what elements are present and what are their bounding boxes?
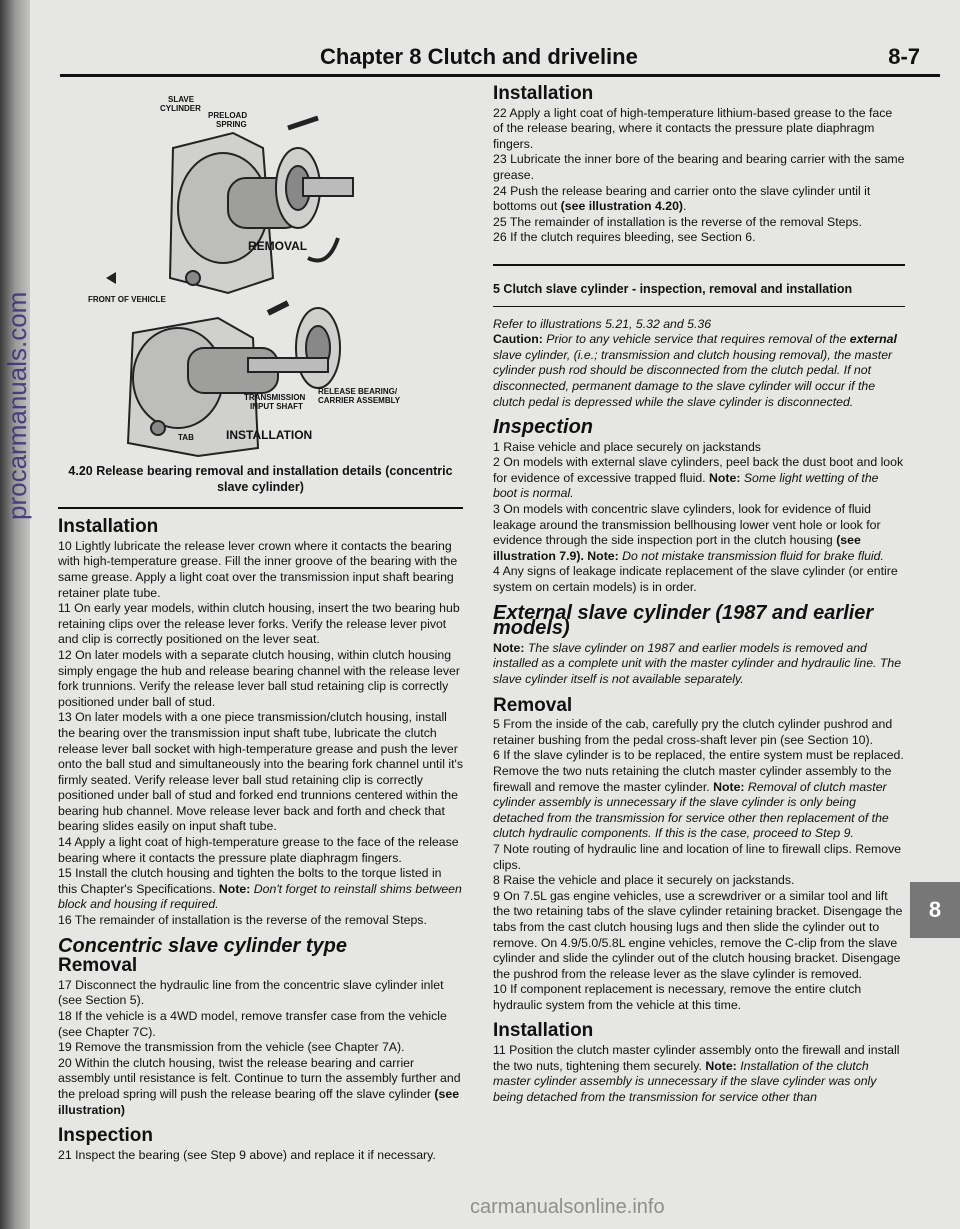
removal-drawing <box>170 118 353 293</box>
front-arrow-icon <box>106 272 116 284</box>
step-24-text: 24 Push the release bearing and carrier onto the slave cylinder until it bottoms out <box>493 183 871 214</box>
chapter-title: Chapter 8 Clutch and driveline <box>320 44 638 69</box>
book-spine <box>0 0 34 1229</box>
label-release-1: RELEASE BEARING/ <box>318 387 398 396</box>
header-rule <box>60 74 940 77</box>
step-1: 1 Raise vehicle and place securely on jackstands <box>493 439 761 454</box>
caution <box>493 332 905 410</box>
step-3-ref: (see illustration 7.9) <box>493 533 861 563</box>
heading-installation-right: Installation <box>493 83 594 104</box>
heading-removal-left: Removal <box>58 955 138 977</box>
label-front: FRONT OF VEHICLE <box>88 295 166 304</box>
step-18: 18 If the vehicle is a 4WD model, remove transfer case from the vehicle (see Chapter 7C). <box>58 1009 447 1039</box>
step-26: 26 If the clutch requires bleeding, see Section 6. <box>493 230 756 245</box>
external-note-label: Note: <box>493 640 528 655</box>
section-5-rule-top <box>493 264 905 266</box>
step-8: 8 Raise the vehicle and place it securely on jackstands. <box>493 873 795 888</box>
step-11-text: 11 Position the clutch master cylinder assembly onto the firewall and install the two nuts, tightening them securely. <box>493 1043 900 1073</box>
external-note <box>493 641 905 688</box>
step-11-note: Installation of the clutch master cylinder assembly is unnecessary if the slave cylinder was only being detached from the transmission for service other than <box>493 1058 877 1104</box>
left-column <box>58 78 463 1163</box>
caution-text-a: Prior to any vehicle service that requires removal of the <box>546 332 850 347</box>
step-23: 23 Lubricate the inner bore of the bearing and bearing carrier with the same grease. <box>493 152 905 182</box>
label-release-2: CARRIER ASSEMBLY <box>318 396 401 405</box>
watermark-left: procarmanuals.com <box>2 291 32 520</box>
step-2-text: 2 On models with external slave cylinders, peel back the dust boot and look for evidence of excessive trapped fluid. <box>493 455 904 485</box>
step-2 <box>493 455 905 502</box>
heading-removal-right: Removal <box>493 694 573 716</box>
step-22: 22 Apply a light coat of high-temperature lithium-based grease to the face of the release bearing, where it contacts the pressure plate diaphragm fingers. <box>493 105 893 151</box>
page-number: 8-7 <box>888 44 920 69</box>
heading-concentric: Concentric slave cylinder type <box>58 934 348 957</box>
caution-text-b: external <box>849 332 897 347</box>
step-13: 13 On later models with a one piece transmission/clutch housing, install the bearing over the transmission input shaft tube, lubricate the clutch release lever ball socket with high-temperature grease and push the lever onto the ball stud and simultaneously into the bearing fork channel until it's firmly seated. Verify release lever ball stud retaining clip is correctly positioned under ball of stud and forked end trunnions centered within the bearing hub channel. Move release lever back and forth and check that bearing slides easily on input shaft tube. <box>58 710 463 834</box>
step-6 <box>493 748 905 842</box>
step-3-note-label: . Note: <box>580 548 623 563</box>
step-11-right <box>493 1043 905 1105</box>
figure-caption: 4.20 Release bearing removal and installation details (concentric slave cylinder) <box>68 464 453 494</box>
label-slave-1: SLAVE <box>168 95 195 104</box>
section-5-rule-bottom <box>493 306 905 307</box>
chapter-tab: 8 <box>910 882 960 938</box>
step-24-ref: (see illustration 4.20) <box>560 199 683 214</box>
step-6-note: Removal of clutch master cylinder assembly is unnecessary if the slave cylinder is only being detached from the transmission for service other then replacement of the clutch hydraulic components. If this is the case, proceed to Step 9. <box>493 779 889 841</box>
label-trans-1: TRANSMISSION <box>244 393 306 402</box>
step-10: 10 Lightly lubricate the release lever crown where it contacts the bearing with high-temperature grease. Fill the inner groove of the bearing with the same grease. Apply a light coat over the transmission input shaft bearing retainer plate tube. <box>58 538 458 600</box>
step-24: 24 Push the release bearing and carrier onto the slave cylinder until it bottoms out (see illustration 4.20). <box>493 183 871 214</box>
step-7: 7 Note routing of hydraulic line and location of line to firewall clips. Remove clips. <box>493 841 902 872</box>
label-slave-2: CYLINDER <box>160 104 201 113</box>
step-20-text: 20 Within the clutch housing, twist the release bearing and carrier assembly until resistance is felt. Continue to turn the assembly further and the preload spring will push the release bearing off the slave cylinder <box>58 1055 461 1101</box>
step-2-note: Some light wetting of the boot is normal. <box>493 470 879 501</box>
step-14: 14 Apply a light coat of high-temperature grease to the face of the release bearing where it contacts the pressure plate diaphragm fingers. <box>58 835 459 865</box>
caution-text-c: slave cylinder, (i.e.; transmission and clutch housing removal), the master cylinder push rod should be disconnected from the clutch pedal. If not disconnected, permanent damage to the slave cylinder will occur if the clutch pedal is depressed while the slave cylinder is disconnected. <box>493 347 893 409</box>
heading-inspection-right: Inspection <box>493 416 594 439</box>
heading-inspection-left: Inspection <box>58 1125 154 1147</box>
step-15-text: 15 Install the clutch housing and tighten the bolts to the torque listed in this Chapter's Specifications. <box>58 866 442 896</box>
step-10-right: 10 If component replacement is necessary, remove the entire clutch hydraulic system from the vehicle at this time. <box>493 982 862 1012</box>
step-5: 5 From the inside of the cab, carefully pry the clutch cylinder pushrod and retainer bushing from the pedal cross-shaft lever pin (see Section 10). <box>493 717 893 747</box>
step-3-note: Do not mistake transmission fluid for brake fluid. <box>622 548 884 563</box>
step-19: 19 Remove the transmission from the vehicle (see Chapter 7A). <box>58 1040 405 1055</box>
label-removal: REMOVAL <box>248 239 308 253</box>
step-15 <box>58 866 463 913</box>
refer-illustrations: Refer to illustrations 5.21, 5.32 and 5.36 <box>493 316 712 331</box>
step-2-note-label: Note: <box>709 470 744 485</box>
label-preload-2: SPRING <box>216 120 247 129</box>
label-preload-1: PRELOAD <box>208 111 248 120</box>
step-17: 17 Disconnect the hydraulic line from the concentric slave cylinder inlet (see Section 5). <box>58 977 444 1008</box>
step-21: 21 Inspect the bearing (see Step 9 above) and replace it if necessary. <box>58 1147 436 1162</box>
figure-4-20 <box>58 78 463 458</box>
step-16: 16 The remainder of installation is the reverse of the removal Steps. <box>58 913 427 928</box>
step-15-note: Don't forget to reinstall shims between block and housing if required. <box>58 881 462 912</box>
caption-rule <box>58 507 463 509</box>
step-6-note-label: Note: <box>713 779 748 794</box>
step-15-note-label: Note: <box>218 881 254 896</box>
label-trans-2: INPUT SHAFT <box>250 402 303 411</box>
step-3-text: 3 On models with concentric slave cylinders, look for evidence of fluid leakage around the transmission bellhousing lower vent hole or look for evidence through the side inspection port in the clutch housing <box>493 502 881 548</box>
external-note-text: The slave cylinder on 1987 and earlier models is removed and installed as a complete unit with the master cylinder and hydraulic line. The slave cylinder itself is not available separately. <box>493 640 902 686</box>
step-20-ref: (see illustration) <box>58 1086 460 1117</box>
step-9: 9 On 7.5L gas engine vehicles, use a screwdriver or a similar tool and lift the two retaining tabs of the slave cylinder retaining bracket. Disengage the tabs from the cast clutch housing lugs and then slide the cylinder out to remove. On 4.9/5.0/5.8L engine vehicles, remove the C-clip from the slave cylinder and slide the cylinder out of the clutch housing bracket. Disengage the pushrod from the release lever as the slave cylinder is removed. <box>493 888 903 981</box>
step-20 <box>58 1056 463 1118</box>
step-11: 11 On early year models, within clutch housing, insert the two bearing hub retaining clips over the release lever forks. Verify the release lever pivot and clip is correctly positioned on the lever seat. <box>58 601 460 647</box>
section-5-heading: 5 Clutch slave cylinder - inspection, removal and installation <box>493 281 853 296</box>
right-column <box>493 83 905 1105</box>
step-12: 12 On later models with a separate clutch housing, within clutch housing simply engage the hub and release bearing channel with the release lever fork trunnions. Verify the release lever ball stud retaining clip is correctly positioned under ball of stud. <box>58 647 460 709</box>
step-25: 25 The remainder of installation is the reverse of the removal Steps. <box>493 214 862 229</box>
step-3 <box>493 502 905 564</box>
heading-external: External slave cylinder (1987 and earlier models) <box>493 601 874 640</box>
caution-label: Caution: <box>493 332 547 347</box>
heading-installation-left: Installation <box>58 516 159 538</box>
label-tab: TAB <box>178 433 194 442</box>
step-6-text: 6 If the slave cylinder is to be replaced, the entire system must be replaced. Remove the two nuts retaining the clutch master cylinder assembly to the firewall and remove the master cylinder. <box>493 748 904 794</box>
label-installation: INSTALLATION <box>226 428 313 442</box>
step-11-note-label: Note: <box>705 1058 741 1073</box>
heading-installation-right-2: Installation <box>493 1020 594 1042</box>
step-4: 4 Any signs of leakage indicate replacement of the slave cylinder (or entire system on certain models) is in order. <box>493 564 898 595</box>
watermark-bottom: carmanualsonline.info <box>470 1196 665 1218</box>
